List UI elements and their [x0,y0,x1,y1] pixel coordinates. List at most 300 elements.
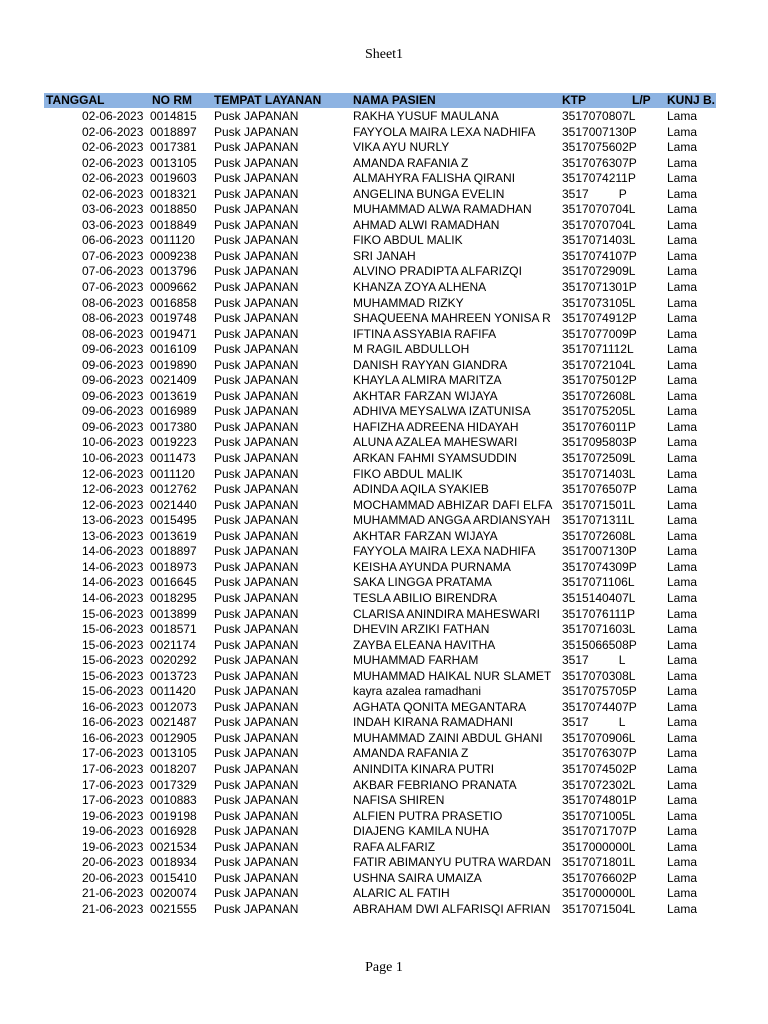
cell-ktp-lp: 3517071504L [562,901,636,916]
cell-tanggal: 02-06-2023 [82,186,144,201]
cell-nama-pasien: FATIR ABIMANYU PUTRA WARDAN [353,855,552,870]
cell-tanggal: 17-06-2023 [82,777,144,792]
cell-tempat-layanan: Pusk JAPANAN [214,233,299,248]
cell-tempat-layanan: Pusk JAPANAN [214,575,299,590]
cell-nama-pasien: SHAQUEENA MAHREEN YONISA R [353,311,551,326]
cell-ktp-lp: 3517071301P [562,280,637,295]
cell-nama-pasien: RAKHA YUSUF MAULANA [353,109,499,123]
cell-no-rm: 0017381 [150,140,197,155]
cell-ktp-lp: 3517095803P [562,435,637,450]
cell-no-rm: 0011120 [150,233,195,248]
cell-tempat-layanan: Pusk JAPANAN [214,326,299,341]
cell-tempat-layanan: Pusk JAPANAN [214,637,299,652]
cell-ktp-lp: 3517071801L [562,855,636,870]
cell-tempat-layanan: Pusk JAPANAN [214,528,299,543]
cell-tempat-layanan: Pusk JAPANAN [214,761,299,776]
cell-tempat-layanan: Pusk JAPANAN [214,264,299,279]
cell-no-rm: 0011420 [150,684,196,699]
cell-tanggal: 16-06-2023 [82,715,144,730]
cell-kunj: Lama [667,124,698,139]
cell-tanggal: 19-06-2023 [82,839,144,854]
cell-kunj: Lama [667,171,698,186]
cell-nama-pasien: ALVINO PRADIPTA ALFARIZQI [353,264,522,279]
cell-nama-pasien: IFTINA ASSYABIA RAFIFA [353,326,497,341]
cell-ktp-lp: 3517072608L [562,388,636,403]
cell-tempat-layanan: Pusk JAPANAN [214,217,299,232]
cell-tanggal: 20-06-2023 [82,855,144,870]
cell-no-rm: 0015495 [150,513,197,528]
table-row [0,886,768,902]
header-no-rm: NO RM [152,93,192,107]
cell-ktp-lp: 3517000000L [562,886,636,901]
table-row [0,171,768,187]
cell-tempat-layanan: Pusk JAPANAN [214,901,299,916]
cell-kunj: Lama [667,590,698,605]
cell-nama-pasien: MUHAMMAD ZAINI ABDUL GHANI [353,730,543,745]
cell-ktp-lp: 3517070704L [562,217,636,232]
table-row [0,622,768,638]
cell-ktp-lp: 3517071707P [562,824,637,839]
cell-tempat-layanan: Pusk JAPANAN [214,419,299,434]
cell-ktp-lp: 3517075602P [562,140,637,155]
cell-no-rm: 0009662 [150,280,197,295]
cell-no-rm: 0014815 [150,109,197,123]
cell-no-rm: 0013723 [150,668,197,683]
cell-tanggal: 09-06-2023 [82,357,144,372]
cell-kunj: Lama [667,684,698,699]
cell-tanggal: 10-06-2023 [82,451,144,466]
cell-ktp-lp: 3517070704L [562,202,636,217]
cell-tanggal: 15-06-2023 [82,684,144,699]
cell-tempat-layanan: Pusk JAPANAN [214,746,299,761]
cell-ktp-lp: 3517077009P [562,326,637,341]
cell-ktp-lp: 3517007130P [562,544,637,559]
cell-no-rm: 0013619 [150,528,197,543]
cell-tempat-layanan: Pusk JAPANAN [214,839,299,854]
cell-ktp-lp: 3517073105L [562,295,636,310]
cell-nama-pasien: MUHAMMAD HAIKAL NUR SLAMET [353,668,552,683]
table-row [0,684,768,700]
cell-kunj: Lama [667,824,698,839]
cell-kunj: Lama [667,404,698,419]
cell-tanggal: 02-06-2023 [82,171,144,186]
cell-ktp-lp: 3517074912P [562,311,637,326]
cell-nama-pasien: AKBAR FEBRIANO PRANATA [353,777,517,792]
cell-tanggal: 20-06-2023 [82,870,144,885]
table-row [0,700,768,716]
cell-tanggal: 08-06-2023 [82,326,144,341]
cell-tempat-layanan: Pusk JAPANAN [214,388,299,403]
cell-kunj: Lama [667,855,698,870]
cell-no-rm: 0021440 [150,497,197,512]
cell-nama-pasien: kayra azalea ramadhani [353,684,482,699]
table-row [0,296,768,312]
cell-tanggal: 14-06-2023 [82,590,144,605]
table-row [0,311,768,327]
table-row [0,653,768,669]
cell-ktp-lp: 3517072302L [562,777,636,792]
cell-ktp-lp: 3517075205L [562,404,636,419]
cell-nama-pasien: ALFIEN PUTRA PRASETIO [353,808,503,823]
cell-ktp-lp: 3515066508P [562,637,637,652]
table-row [0,902,768,918]
cell-ktp-lp: 3517070807L [562,109,636,123]
cell-no-rm: 0019471 [150,326,197,341]
cell-tanggal: 09-06-2023 [82,404,144,419]
cell-nama-pasien: M RAGIL ABDULLOH [353,342,470,357]
cell-nama-pasien: CLARISA ANINDIRA MAHESWARI [353,606,540,621]
cell-kunj: Lama [667,373,698,388]
cell-tanggal: 15-06-2023 [82,622,144,637]
cell-no-rm: 0013619 [150,388,197,403]
cell-tempat-layanan: Pusk JAPANAN [214,808,299,823]
table-row [0,109,768,125]
cell-tempat-layanan: Pusk JAPANAN [214,357,299,372]
cell-nama-pasien: FAYYOLA MAIRA LEXA NADHIFA [353,124,536,139]
cell-tanggal: 12-06-2023 [82,482,144,497]
cell-tempat-layanan: Pusk JAPANAN [214,824,299,839]
cell-kunj: Lama [667,839,698,854]
cell-tempat-layanan: Pusk JAPANAN [214,202,299,217]
table-row [0,280,768,296]
cell-tanggal: 07-06-2023 [82,248,144,263]
header-lp: L/P [632,93,651,107]
cell-kunj: Lama [667,435,698,450]
cell-nama-pasien: TESLA ABILIO BIRENDRA [353,590,498,605]
table-row [0,638,768,654]
table-row [0,187,768,203]
cell-no-rm: 0018850 [150,202,197,217]
cell-no-rm: 0018321 [150,186,197,201]
cell-ktp-lp: 3517074801P [562,793,637,808]
cell-kunj: Lama [667,186,698,201]
table-row [0,809,768,825]
table-row [0,762,768,778]
cell-tanggal: 17-06-2023 [82,793,144,808]
cell-tanggal: 02-06-2023 [82,140,144,155]
cell-tanggal: 02-06-2023 [82,124,144,139]
cell-nama-pasien: SAKA LINGGA PRATAMA [353,575,492,590]
cell-kunj: Lama [667,497,698,512]
cell-ktp-lp: 3517072909L [562,264,636,279]
table-row [0,529,768,545]
cell-kunj: Lama [667,326,698,341]
cell-kunj: Lama [667,730,698,745]
cell-tempat-layanan: Pusk JAPANAN [214,155,299,170]
table-row [0,451,768,467]
cell-nama-pasien: ZAYBA ELEANA HAVITHA [353,637,496,652]
cell-no-rm: 0018934 [150,855,197,870]
cell-tempat-layanan: Pusk JAPANAN [214,404,299,419]
cell-tanggal: 03-06-2023 [82,202,144,217]
cell-kunj: Lama [667,559,698,574]
cell-no-rm: 0009238 [150,248,197,263]
cell-kunj: Lama [667,451,698,466]
table-row [0,435,768,451]
cell-nama-pasien: KEISHA AYUNDA PURNAMA [353,559,511,574]
cell-tempat-layanan: Pusk JAPANAN [214,513,299,528]
cell-tempat-layanan: Pusk JAPANAN [214,109,299,123]
cell-tempat-layanan: Pusk JAPANAN [214,715,299,730]
cell-nama-pasien: HAFIZHA ADREENA HIDAYAH [353,419,519,434]
cell-nama-pasien: ANGELINA BUNGA EVELIN [353,186,505,201]
cell-tanggal: 15-06-2023 [82,637,144,652]
table-row [0,793,768,809]
cell-ktp-lp: 3517007130P [562,124,637,139]
cell-tanggal: 14-06-2023 [82,575,144,590]
table-row [0,778,768,794]
cell-tanggal: 12-06-2023 [82,466,144,481]
cell-ktp-lp: 3515140407L [562,590,636,605]
cell-tanggal: 15-06-2023 [82,606,144,621]
table-row [0,389,768,405]
cell-tempat-layanan: Pusk JAPANAN [214,248,299,263]
cell-tanggal: 21-06-2023 [82,901,144,916]
table-row [0,342,768,358]
cell-kunj: Lama [667,715,698,730]
cell-no-rm: 0018571 [150,622,197,637]
cell-nama-pasien: ADINDA AQILA SYAKIEB [353,482,489,497]
table-row [0,746,768,762]
table-row [0,264,768,280]
cell-tanggal: 13-06-2023 [82,528,144,543]
cell-tanggal: 16-06-2023 [82,699,144,714]
cell-tempat-layanan: Pusk JAPANAN [214,653,299,668]
cell-tempat-layanan: Pusk JAPANAN [214,777,299,792]
cell-tanggal: 14-06-2023 [82,559,144,574]
cell-tempat-layanan: Pusk JAPANAN [214,186,299,201]
table-row [0,871,768,887]
cell-no-rm: 0019198 [150,808,197,823]
cell-tanggal: 09-06-2023 [82,419,144,434]
cell-no-rm: 0018897 [150,124,197,139]
cell-ktp-lp: 3517074407P [562,699,637,714]
cell-no-rm: 0013105 [150,155,197,170]
cell-nama-pasien: MUHAMMAD ANGGA ARDIANSYAH [353,513,551,528]
cell-tempat-layanan: Pusk JAPANAN [214,311,299,326]
header-kunj: KUNJ B. [667,93,716,107]
cell-ktp-lp: 3517074502P [562,761,637,776]
cell-kunj: Lama [667,264,698,279]
cell-ktp-lp: 3517071005L [562,808,636,823]
cell-kunj: Lama [667,342,698,357]
cell-kunj: Lama [667,280,698,295]
cell-nama-pasien: INDAH KIRANA RAMADHANI [353,715,514,730]
cell-nama-pasien: AHMAD ALWI RAMADHAN [353,217,500,232]
sheet-title: Sheet1 [364,47,404,62]
cell-nama-pasien: MUHAMMAD RIZKY [353,295,464,310]
page-number: Page 1 [365,960,403,975]
cell-kunj: Lama [667,544,698,559]
cell-kunj: Lama [667,699,698,714]
cell-nama-pasien: AKHTAR FARZAN WIJAYA [353,388,498,403]
cell-tempat-layanan: Pusk JAPANAN [214,606,299,621]
cell-kunj: Lama [667,388,698,403]
cell-ktp-lp: 3517 L [562,715,626,730]
cell-no-rm: 0016858 [150,295,197,310]
cell-tanggal: 14-06-2023 [82,544,144,559]
cell-nama-pasien: ALARIC AL FATIH [353,886,450,901]
cell-no-rm: 0018973 [150,559,197,574]
cell-kunj: Lama [667,513,698,528]
table-row [0,591,768,607]
cell-no-rm: 0020074 [150,886,197,901]
cell-kunj: Lama [667,777,698,792]
table-row [0,125,768,141]
cell-ktp-lp: 3517070308L [562,668,636,683]
table-row [0,467,768,483]
table-row [0,715,768,731]
cell-ktp-lp: 3517071603L [562,622,636,637]
cell-nama-pasien: MUHAMMAD FARHAM [353,653,479,668]
cell-no-rm: 0021174 [150,637,196,652]
table-row [0,840,768,856]
table-row [0,575,768,591]
cell-tempat-layanan: Pusk JAPANAN [214,544,299,559]
cell-nama-pasien: MUHAMMAD ALWA RAMADHAN [353,202,532,217]
cell-no-rm: 0021487 [150,715,197,730]
cell-no-rm: 0016928 [150,824,197,839]
cell-nama-pasien: RAFA ALFARIZ [353,839,436,854]
cell-tempat-layanan: Pusk JAPANAN [214,373,299,388]
cell-no-rm: 0018207 [150,761,197,776]
cell-tanggal: 08-06-2023 [82,295,144,310]
cell-nama-pasien: NAFISA SHIREN [353,793,445,808]
cell-nama-pasien: DANISH RAYYAN GIANDRA [353,357,508,372]
cell-kunj: Lama [667,637,698,652]
cell-no-rm: 0017329 [150,777,197,792]
cell-ktp-lp: 3517 L [562,653,626,668]
cell-no-rm: 0019890 [150,357,197,372]
cell-kunj: Lama [667,202,698,217]
table-row [0,358,768,374]
cell-tempat-layanan: Pusk JAPANAN [214,171,299,186]
cell-tempat-layanan: Pusk JAPANAN [214,559,299,574]
cell-no-rm: 0013899 [150,606,197,621]
cell-tanggal: 16-06-2023 [82,730,144,745]
cell-ktp-lp: 3517075012P [562,373,637,388]
cell-ktp-lp: 3517072509L [562,451,636,466]
cell-tempat-layanan: Pusk JAPANAN [214,886,299,901]
cell-no-rm: 0021555 [150,901,197,916]
table-header [44,93,716,108]
cell-ktp-lp: 3517074309P [562,559,637,574]
cell-ktp-lp: 3517071403L [562,466,636,481]
table-row [0,156,768,172]
cell-nama-pasien: ADHIVA MEYSALWA IZATUNISA [353,404,531,419]
cell-tempat-layanan: Pusk JAPANAN [214,699,299,714]
cell-no-rm: 0011120 [150,466,195,481]
cell-ktp-lp: 3517072104L [562,357,636,372]
cell-no-rm: 0020292 [150,653,197,668]
cell-kunj: Lama [667,886,698,901]
cell-ktp-lp: 3517076307P [562,746,637,761]
cell-no-rm: 0016989 [150,404,197,419]
table-row [0,233,768,249]
cell-kunj: Lama [667,606,698,621]
cell-kunj: Lama [667,233,698,248]
cell-nama-pasien: FIKO ABDUL MALIK [353,466,463,481]
cell-tanggal: 17-06-2023 [82,746,144,761]
header-tempat-layanan: TEMPAT LAYANAN [214,93,322,107]
cell-ktp-lp: 3517071501L [562,497,636,512]
cell-kunj: Lama [667,311,698,326]
cell-tanggal: 06-06-2023 [82,233,144,248]
cell-nama-pasien: SRI JANAH [353,248,416,263]
cell-no-rm: 0013105 [150,746,197,761]
table-row [0,498,768,514]
cell-kunj: Lama [667,746,698,761]
cell-kunj: Lama [667,528,698,543]
cell-no-rm: 0012073 [150,699,197,714]
cell-nama-pasien: DIAJENG KAMILA NUHA [353,824,490,839]
cell-kunj: Lama [667,901,698,916]
table-row [0,249,768,265]
cell-no-rm: 0019223 [150,435,197,450]
cell-no-rm: 0016645 [150,575,197,590]
cell-nama-pasien: KHAYLA ALMIRA MARITZA [353,373,502,388]
cell-kunj: Lama [667,622,698,637]
cell-no-rm: 0012905 [150,730,197,745]
cell-ktp-lp: 3517071106L [562,575,635,590]
table-row [0,420,768,436]
cell-nama-pasien: USHNA SAIRA UMAIZA [353,870,482,885]
table-row [0,218,768,234]
cell-kunj: Lama [667,761,698,776]
cell-tanggal: 02-06-2023 [82,109,144,123]
table-body [0,109,768,917]
cell-kunj: Lama [667,575,698,590]
cell-tempat-layanan: Pusk JAPANAN [214,466,299,481]
cell-tanggal: 13-06-2023 [82,513,144,528]
cell-tanggal: 19-06-2023 [82,808,144,823]
table-row [0,140,768,156]
cell-kunj: Lama [667,140,698,155]
cell-tempat-layanan: Pusk JAPANAN [214,590,299,605]
cell-kunj: Lama [667,109,698,123]
cell-tempat-layanan: Pusk JAPANAN [214,435,299,450]
cell-tempat-layanan: Pusk JAPANAN [214,730,299,745]
cell-nama-pasien: FAYYOLA MAIRA LEXA NADHIFA [353,544,536,559]
cell-tanggal: 08-06-2023 [82,311,144,326]
cell-nama-pasien: AMANDA RAFANIA Z [353,155,469,170]
cell-tempat-layanan: Pusk JAPANAN [214,855,299,870]
cell-ktp-lp: 3517076111P [562,606,635,621]
cell-ktp-lp: 3517074211P [562,171,636,186]
cell-ktp-lp: 3517071403L [562,233,636,248]
cell-nama-pasien: KHANZA ZOYA ALHENA [353,280,487,295]
cell-ktp-lp: 3517076307P [562,155,637,170]
table-row [0,855,768,871]
cell-nama-pasien: AMANDA RAFANIA Z [353,746,469,761]
cell-kunj: Lama [667,155,698,170]
cell-ktp-lp: 3517071112L [562,342,634,357]
cell-tanggal: 21-06-2023 [82,886,144,901]
table-row [0,544,768,560]
cell-tanggal: 09-06-2023 [82,388,144,403]
cell-kunj: Lama [667,808,698,823]
header-nama-pasien: NAMA PASIEN [353,93,436,107]
cell-no-rm: 0019603 [150,171,197,186]
cell-kunj: Lama [667,357,698,372]
cell-tempat-layanan: Pusk JAPANAN [214,684,299,699]
cell-tempat-layanan: Pusk JAPANAN [214,870,299,885]
cell-no-rm: 0017380 [150,419,197,434]
cell-tanggal: 02-06-2023 [82,155,144,170]
cell-kunj: Lama [667,248,698,263]
table-row [0,373,768,389]
cell-nama-pasien: ANINDITA KINARA PUTRI [353,761,495,776]
